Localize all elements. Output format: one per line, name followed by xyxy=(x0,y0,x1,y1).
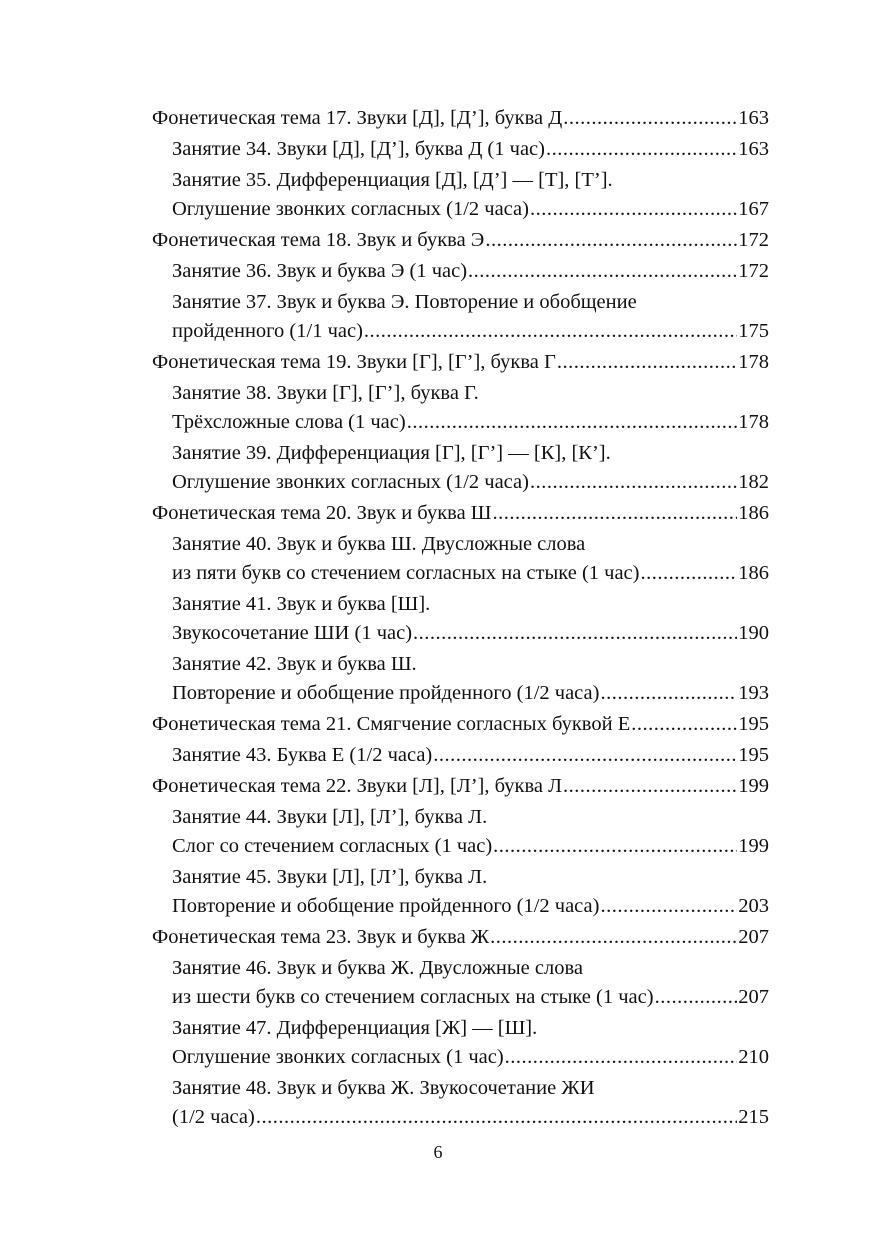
toc-lesson-entry[interactable] xyxy=(152,288,769,346)
dot-leader xyxy=(433,741,737,770)
toc-lesson-entry[interactable] xyxy=(152,741,769,770)
toc-entry-text-line: Занятие 39. Дифференциация [Г], [Г’] — [К], [К’]. xyxy=(172,442,611,464)
toc-entry-text-line: Занятие 36. Звук и буква Э (1 час) xyxy=(172,260,468,282)
toc-entry-row xyxy=(172,408,769,437)
toc-entry-text-line: Занятие 41. Звук и буква [Ш]. xyxy=(172,593,431,615)
toc-entry-text-line: Трёхсложные слова (1 час) xyxy=(172,411,406,433)
dot-leader xyxy=(563,772,737,801)
toc-entry-text-line: Звукосочетание ШИ (1 час) xyxy=(172,622,413,644)
toc-entry-text-line: Занятие 40. Звук и буква Ш. Двусложные слова xyxy=(172,533,586,555)
toc-entry-text-line: Занятие 43. Буква Е (1/2 часа) xyxy=(172,744,433,766)
toc-entry-text-line: Слог со стечением согласных (1 час) xyxy=(172,835,493,857)
toc-entry-row xyxy=(152,710,769,739)
toc-entry-row xyxy=(172,741,769,770)
toc-entry-row xyxy=(152,226,769,255)
toc-entry-text-line: Занятие 34. Звуки [Д], [Д’], буква Д (1 час) xyxy=(172,138,545,160)
toc-lesson-entry[interactable] xyxy=(152,379,769,437)
toc-page-number: 190 xyxy=(738,622,769,644)
dot-leader xyxy=(546,135,737,164)
toc-entry-text-line: (1/2 часа) xyxy=(172,1106,255,1128)
toc-section-entry[interactable] xyxy=(152,710,769,739)
toc-entry-text-line: Повторение и обобщение пройденного (1/2 часа) xyxy=(172,682,600,704)
toc-section-entry[interactable] xyxy=(152,499,769,528)
toc-section-entry[interactable] xyxy=(152,348,769,377)
toc-entry-text-line: Занятие 37. Звук и буква Э. Повторение и обобщение xyxy=(172,291,637,313)
toc-section-entry[interactable] xyxy=(152,226,769,255)
table-of-contents xyxy=(152,104,769,1134)
toc-page-number: 182 xyxy=(738,471,769,493)
dot-leader xyxy=(485,226,737,255)
toc-entry-text-line: Занятие 38. Звуки [Г], [Г’], буква Г. xyxy=(172,382,479,404)
page-number: 6 xyxy=(433,1142,443,1162)
toc-lesson-entry[interactable] xyxy=(152,954,769,1012)
dot-leader xyxy=(530,468,737,497)
dot-leader xyxy=(600,679,737,708)
toc-entry-text-line: Фонетическая тема 19. Звуки [Г], [Г’], буква Г xyxy=(152,351,556,373)
dot-leader xyxy=(493,832,737,861)
toc-entry-row xyxy=(172,619,769,648)
toc-page-number: 207 xyxy=(738,926,769,948)
toc-entry-text-line: Фонетическая тема 23. Звук и буква Ж xyxy=(152,926,490,948)
toc-entry-text-line: Занятие 35. Дифференциация [Д], [Д’] — [Т], [Т’]. xyxy=(172,169,613,191)
toc-entry-text-line: Занятие 45. Звуки [Л], [Л’], буква Л. xyxy=(172,866,488,888)
toc-entry-text-line: Занятие 44. Звуки [Л], [Л’], буква Л. xyxy=(172,806,488,828)
toc-lesson-entry[interactable] xyxy=(152,803,769,861)
toc-section-entry[interactable] xyxy=(152,772,769,801)
toc-page-number: 163 xyxy=(738,138,769,160)
toc-lesson-entry[interactable] xyxy=(152,1074,769,1132)
dot-leader xyxy=(505,1043,738,1072)
toc-page-number: 163 xyxy=(738,107,769,129)
toc-entry-text-line: Оглушение звонких согласных (1/2 часа) xyxy=(172,198,529,220)
toc-entry-text-line: Повторение и обобщение пройденного (1/2 часа) xyxy=(172,895,600,917)
toc-entry-text-line: Оглушение звонких согласных (1 час) xyxy=(172,1046,504,1068)
toc-entry-row xyxy=(152,348,769,377)
dot-leader xyxy=(655,983,738,1012)
toc-page-number: 195 xyxy=(738,744,769,766)
toc-entry-text-line: Фонетическая тема 20. Звук и буква Ш xyxy=(152,502,492,524)
dot-leader xyxy=(563,104,737,133)
dot-leader xyxy=(492,499,737,528)
dot-leader xyxy=(640,559,737,588)
dot-leader xyxy=(364,317,737,346)
dot-leader xyxy=(413,619,737,648)
toc-page-number: 210 xyxy=(738,1046,769,1068)
toc-lesson-entry[interactable] xyxy=(152,530,769,588)
toc-entry-text-line: из пяти букв со стечением согласных на стыке (1 час) xyxy=(172,562,640,584)
toc-lesson-entry[interactable] xyxy=(152,166,769,224)
toc-lesson-entry[interactable] xyxy=(152,1014,769,1072)
toc-entry-row xyxy=(172,1043,769,1072)
dot-leader xyxy=(468,257,737,286)
toc-page-number: 175 xyxy=(738,320,769,342)
toc-page-number: 215 xyxy=(738,1106,769,1128)
toc-entry-row xyxy=(172,1103,769,1132)
toc-entry-row xyxy=(172,679,769,708)
toc-entry-row xyxy=(172,832,769,861)
toc-entry-row xyxy=(172,892,769,921)
toc-entry-row xyxy=(172,317,769,346)
toc-page-number: 172 xyxy=(738,229,769,251)
dot-leader xyxy=(557,348,737,377)
dot-leader xyxy=(600,892,737,921)
toc-entry-row xyxy=(152,772,769,801)
toc-page-number: 199 xyxy=(738,835,769,857)
toc-entry-text-line: Фонетическая тема 18. Звук и буква Э xyxy=(152,229,485,251)
toc-entry-row xyxy=(152,104,769,133)
toc-page-number: 178 xyxy=(738,351,769,373)
toc-entry-text-line: Занятие 47. Дифференциация [Ж] — [Ш]. xyxy=(172,1017,538,1039)
toc-page-number: 193 xyxy=(738,682,769,704)
toc-lesson-entry[interactable] xyxy=(152,863,769,921)
toc-entry-text-line: Оглушение звонких согласных (1/2 часа) xyxy=(172,471,529,493)
toc-lesson-entry[interactable] xyxy=(152,257,769,286)
toc-page-number: 178 xyxy=(738,411,769,433)
toc-entry-text-line: Занятие 42. Звук и буква Ш. xyxy=(172,653,417,675)
toc-entry-text-line: Фонетическая тема 21. Смягчение согласных буквой Е xyxy=(152,713,631,735)
toc-lesson-entry[interactable] xyxy=(152,650,769,708)
toc-entry-row xyxy=(152,499,769,528)
toc-page-number: 199 xyxy=(738,775,769,797)
toc-page-number: 195 xyxy=(738,713,769,735)
toc-page-number: 186 xyxy=(738,502,769,524)
toc-section-entry[interactable] xyxy=(152,104,769,133)
toc-entry-text-line: Фонетическая тема 22. Звуки [Л], [Л’], буква Л xyxy=(152,775,563,797)
toc-entry-text-line: пройденного (1/1 час) xyxy=(172,320,363,342)
toc-page-number: 167 xyxy=(738,198,769,220)
toc-page-number: 207 xyxy=(738,986,769,1008)
toc-entry-text-line: Фонетическая тема 17. Звуки [Д], [Д’], буква Д xyxy=(152,107,563,129)
toc-entry-row xyxy=(172,195,769,224)
toc-entry-row xyxy=(172,983,769,1012)
toc-entry-row xyxy=(172,257,769,286)
toc-page-number: 172 xyxy=(738,260,769,282)
toc-entry-text-line: из шести букв со стечением согласных на стыке (1 час) xyxy=(172,986,654,1008)
dot-leader xyxy=(256,1103,737,1132)
dot-leader xyxy=(631,710,737,739)
toc-entry-row xyxy=(152,923,769,952)
toc-lesson-entry[interactable] xyxy=(152,590,769,648)
toc-lesson-entry[interactable] xyxy=(152,135,769,164)
toc-section-entry[interactable] xyxy=(152,923,769,952)
toc-entry-row xyxy=(172,135,769,164)
toc-lesson-entry[interactable] xyxy=(152,439,769,497)
toc-entry-text-line: Занятие 46. Звук и буква Ж. Двусложные слова xyxy=(172,957,583,979)
dot-leader xyxy=(530,195,737,224)
dot-leader xyxy=(490,923,737,952)
dot-leader xyxy=(407,408,738,437)
toc-entry-text-line: Занятие 48. Звук и буква Ж. Звукосочетание ЖИ xyxy=(172,1077,595,1099)
toc-entry-row xyxy=(172,559,769,588)
toc-page-number: 186 xyxy=(738,562,769,584)
toc-page-number: 203 xyxy=(738,895,769,917)
toc-entry-row xyxy=(172,468,769,497)
